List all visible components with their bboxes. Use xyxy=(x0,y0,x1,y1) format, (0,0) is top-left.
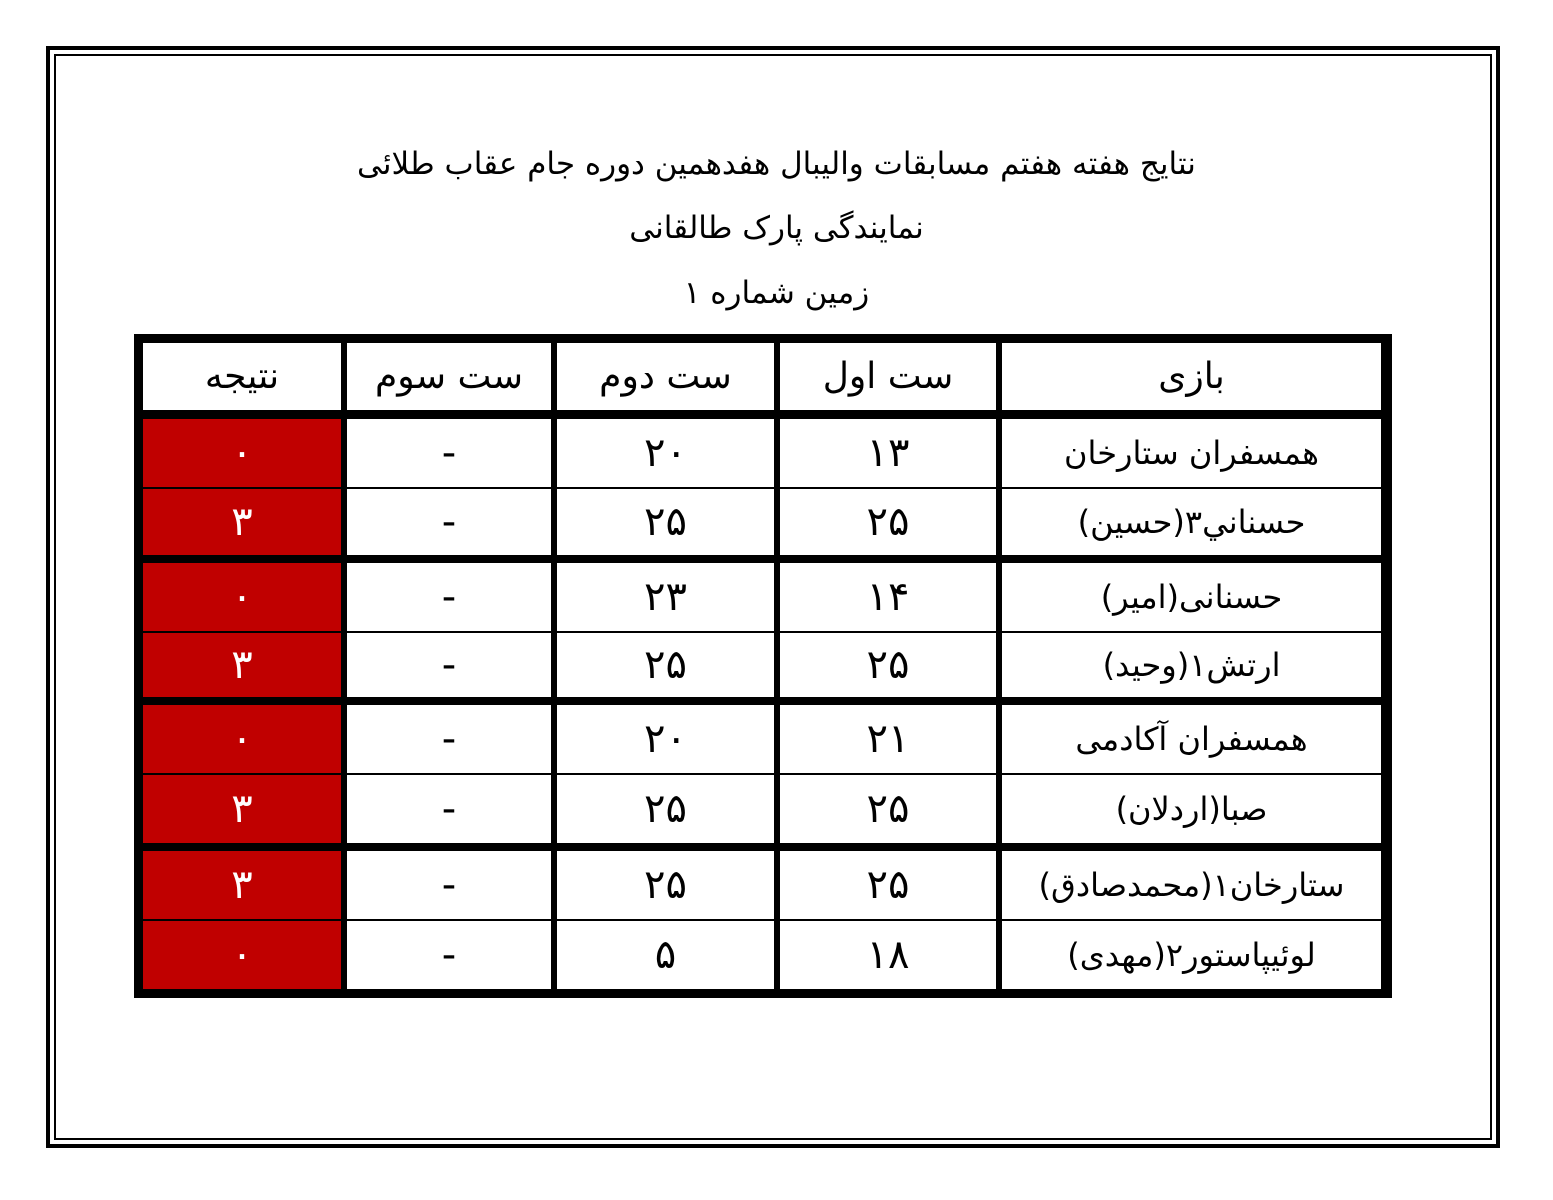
row-set2: ۲۰ xyxy=(557,705,774,773)
row-set1: ۲۵ xyxy=(780,851,996,919)
row-set1: ۲۵ xyxy=(780,489,996,555)
header-set2: ست دوم xyxy=(557,343,774,410)
row-set2: ۲۰ xyxy=(557,419,774,487)
header-set3: ست سوم xyxy=(347,343,551,410)
header-set1: ست اول xyxy=(780,343,996,410)
row-team: صبا(اردلان) xyxy=(1002,775,1381,843)
row-team: ارتش۱(وحید) xyxy=(1002,633,1381,697)
row-set3: - xyxy=(347,921,551,989)
row-team: حسنانی(امیر) xyxy=(1002,563,1381,631)
row-set1: ۲۱ xyxy=(780,705,996,773)
row-set3: - xyxy=(347,851,551,919)
row-team: همسفران ستارخان xyxy=(1002,419,1381,487)
header-game: بازی xyxy=(1002,343,1381,410)
row-set1: ۱۴ xyxy=(780,563,996,631)
row-result: ۰ xyxy=(143,563,341,631)
row-result: ۰ xyxy=(143,705,341,773)
row-set2: ۲۵ xyxy=(557,633,774,697)
row-result: ۳ xyxy=(143,851,341,919)
row-team: همسفران آکادمی xyxy=(1002,705,1381,773)
row-set2: ۲۵ xyxy=(557,489,774,555)
row-result: ۰ xyxy=(143,419,341,487)
row-set1: ۲۵ xyxy=(780,633,996,697)
row-result: ۳ xyxy=(143,633,341,697)
row-result: ۳ xyxy=(143,489,341,555)
results-table xyxy=(134,334,1392,998)
title-court: زمین شماره ۱ xyxy=(683,275,870,311)
row-set3: - xyxy=(347,633,551,697)
row-set3: - xyxy=(347,419,551,487)
row-team: ستارخان۱(محمدصادق) xyxy=(1002,851,1381,919)
row-team: لوئیپاستور۲(مهدی) xyxy=(1002,921,1381,989)
title-main: نتایج هفته هفتم مسابقات والیبال هفدهمین دوره جام عقاب طلائی xyxy=(357,146,1196,182)
header-result: نتیجه xyxy=(143,343,341,410)
row-set1: ۱۸ xyxy=(780,921,996,989)
row-set3: - xyxy=(347,563,551,631)
row-set2: ۲۵ xyxy=(557,851,774,919)
row-set3: - xyxy=(347,489,551,555)
row-result: ۳ xyxy=(143,775,341,843)
row-set3: - xyxy=(347,775,551,843)
row-team: حسناني۳(حسین) xyxy=(1002,489,1381,555)
row-set2: ۲۵ xyxy=(557,775,774,843)
row-set2: ۲۳ xyxy=(557,563,774,631)
title-venue: نمایندگی پارک طالقانی xyxy=(629,210,924,246)
row-set1: ۲۵ xyxy=(780,775,996,843)
row-set1: ۱۳ xyxy=(780,419,996,487)
row-result: ۰ xyxy=(143,921,341,989)
row-set3: - xyxy=(347,705,551,773)
row-set2: ۵ xyxy=(557,921,774,989)
